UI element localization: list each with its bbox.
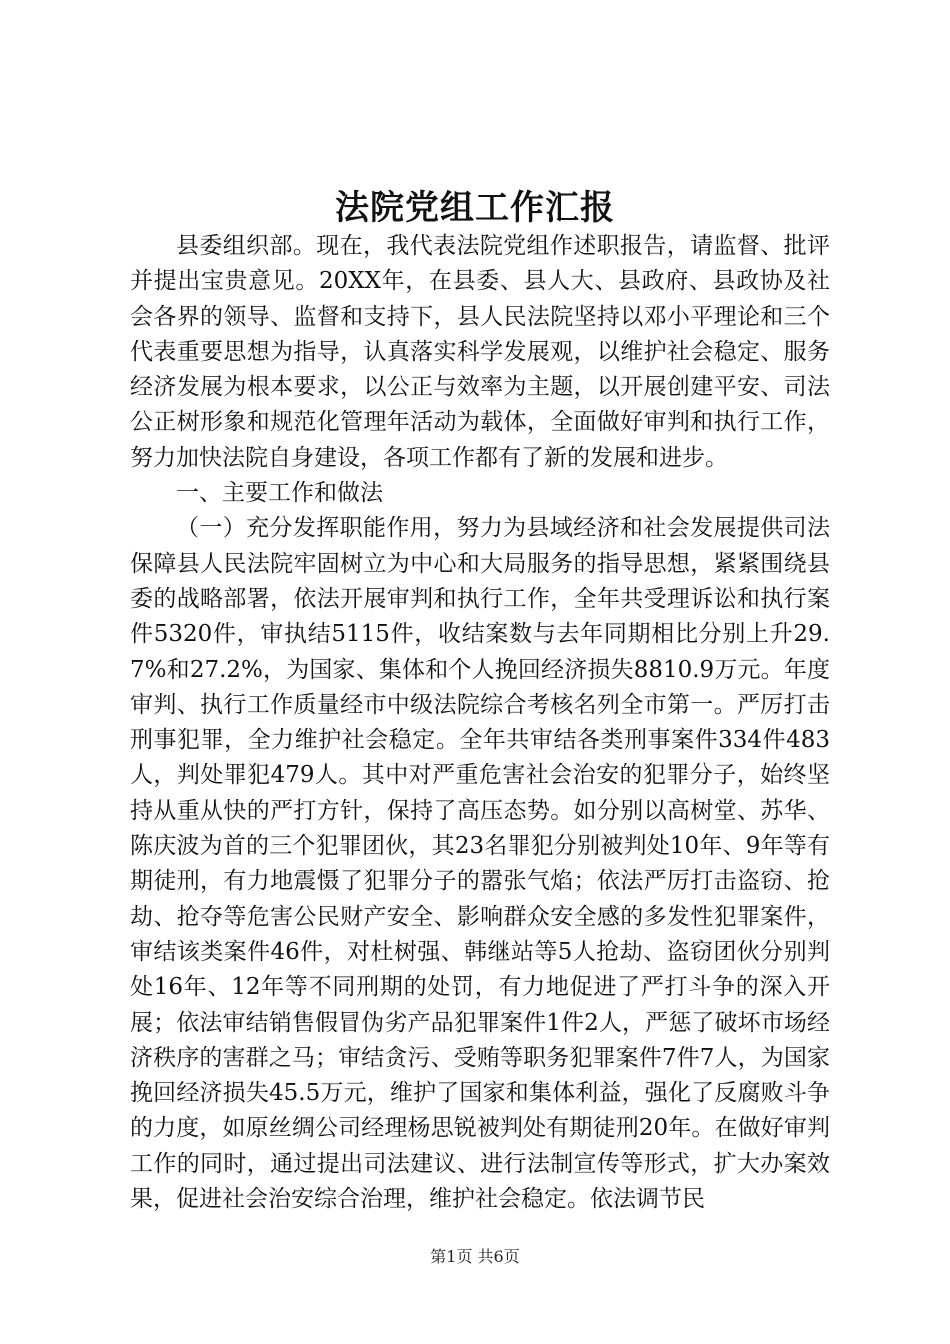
section-heading: 一、主要工作和做法 [176,480,383,507]
document-title: 法院党组工作汇报 [335,188,615,228]
intro-paragraph: 县委组织部。现在，我代表法院党组作述职报告，请监督、批评并提出宝贵意见。20XX年，在县委、县人大、县政府、县政协及社会各界的领导、监督和支持下，县人民法院坚持以邓小平理论和三个代表重要思想为指导，认真落实科学发展观，以维护社会稳定、服务经济发展为根本要求，以公正与效率为主题，以开展创建平安、司法公正树形象和规范化管理年活动为载体，全面做好审判和执行工作，努力加快法院自身建设，各项工作都有了新的发展和进步。 [130,233,830,471]
section-paragraph: （一）充分发挥职能作用，努力为县域经济和社会发展提供司法保障县人民法院牢固树立为中心和大局服务的指导思想，紧紧围绕县委的战略部署，依法开展审判和执行工作，全年共受理诉讼和执行案件5320件，审执结5115件，收结案数与去年同期相比分别上升29.7%和27.2%，为国家、集体和个人挽回经济损失8810.9万元。年度审判、执行工作质量经市中级法院综合考核名列全市第一。严厉打击刑事犯罪，全力维护社会稳定。全年共审结各类刑事案件334件483人，判处罪犯479人。其中对严重危害社会治安的犯罪分子，始终坚持从重从快的严打方针，保持了高压态势。如分别以高树堂、苏华、陈庆波为首的三个犯罪团伙，其23名罪犯分别被判处10年、9年等有期徒刑，有力地震慑了犯罪分子的嚣张气焰；依法严厉打击盗窃、抢劫、抢夺等危害公民财产安全、影响群众安全感的多发性犯罪案件，审结该类案件46件，对杜树强、韩继站等5人抢劫、盗窃团伙分别判处16年、12年等不同刑期的处罚，有力地促进了严打斗争的深入开展；依法审结销售假冒伪劣产品犯罪案件1件2人，严惩了破坏市场经济秩序的害群之马；审结贪污、受贿等职务犯罪案件7件7人，为国家挽回经济损失45.5万元，维护了国家和集体利益，强化了反腐败斗争的力度，如原丝绸公司经理杨思锐被判处有期徒刑20年。在做好审判工作的同时，通过提出司法建议、进行法制宣传等形式，扩大办案效果，促进社会治安综合治理，维护社会稳定。依法调节民 [130,515,830,1213]
document-body [130,229,830,1217]
page-number: 第1页 共6页 [430,1247,520,1266]
